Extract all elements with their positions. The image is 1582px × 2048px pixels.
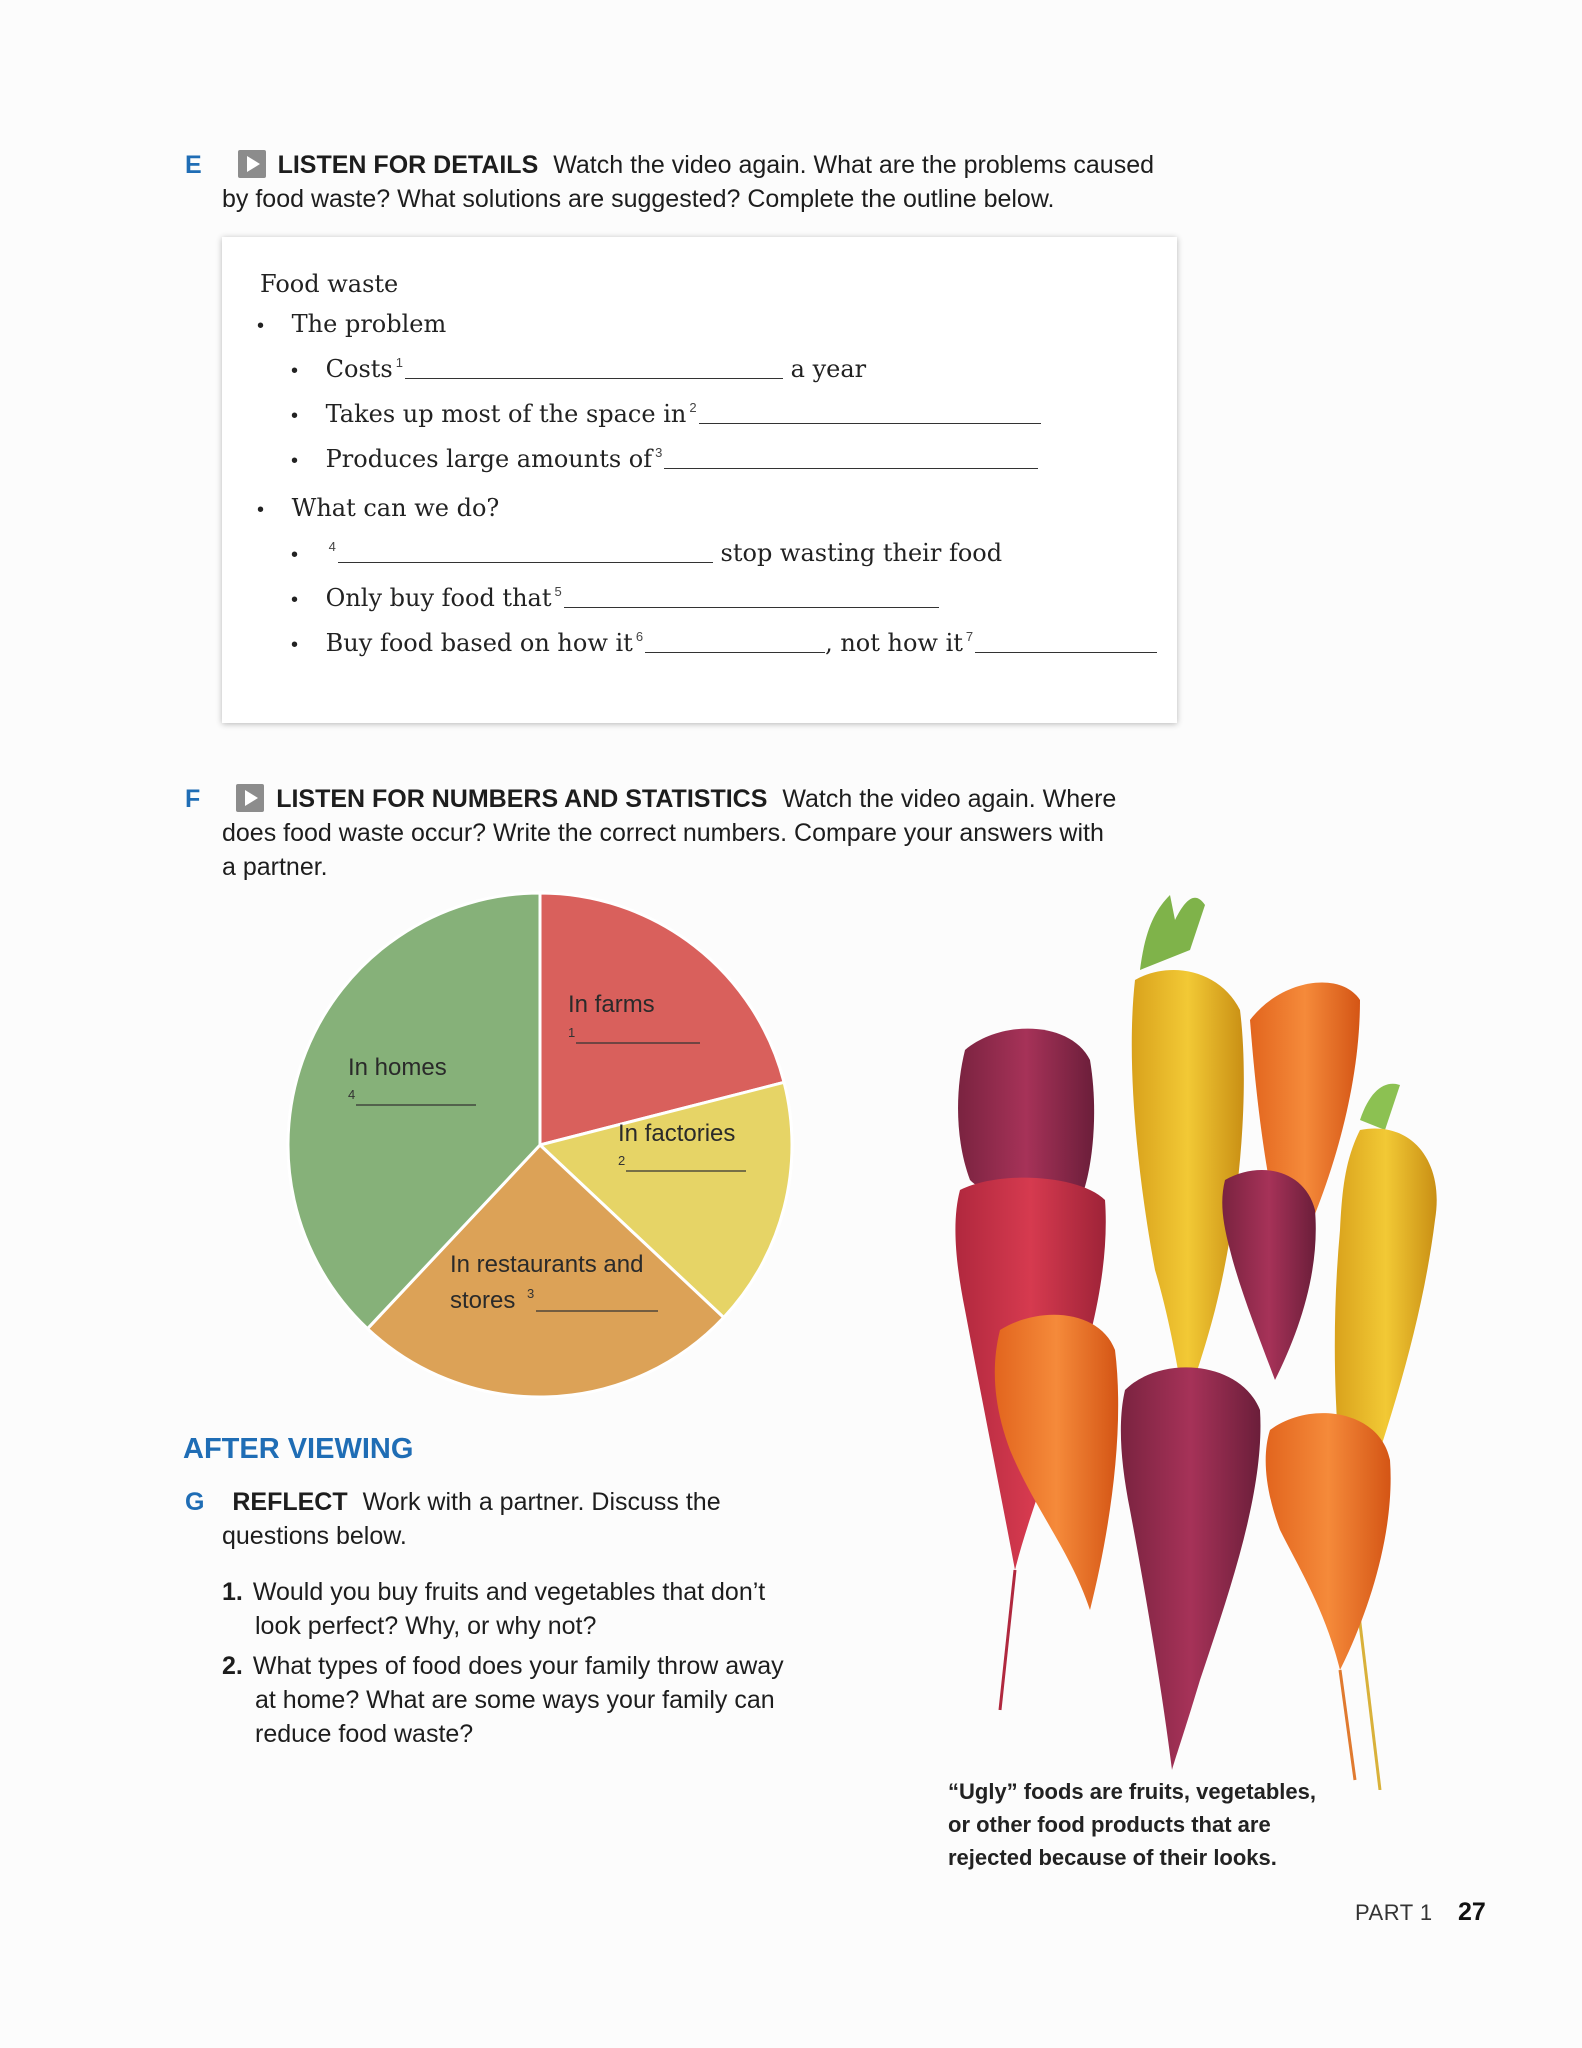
- section-f-heading: LISTEN FOR NUMBERS AND STATISTICS: [276, 785, 768, 813]
- purple-carrot: [1222, 1170, 1315, 1380]
- section-g-letter: G: [185, 1488, 205, 1516]
- section-g-text-line2: questions below.: [222, 1522, 407, 1550]
- purple-carrot: [1121, 1367, 1261, 1770]
- bullet-icon: •: [291, 360, 299, 382]
- answer-blank-6[interactable]: [645, 634, 825, 653]
- footer-part-label: PART 1: [1355, 1900, 1433, 1925]
- label-number-1: 1: [568, 1025, 576, 1040]
- section-f-text-line2: does food waste occur? Write the correct numbers. Compare your answers with: [222, 819, 1104, 847]
- after-viewing-heading: AFTER VIEWING: [183, 1433, 414, 1465]
- label-number-4: 4: [348, 1087, 356, 1102]
- outline-title: Food waste: [260, 270, 399, 298]
- answer-blank-1[interactable]: [405, 360, 783, 379]
- bullet-icon: •: [257, 499, 265, 521]
- section-e-text-line1: Watch the video again. What are the problems caused: [553, 151, 1154, 179]
- bullet-icon: •: [291, 450, 299, 472]
- label-number-2: 2: [618, 1153, 626, 1168]
- play-video-icon[interactable]: [238, 150, 266, 178]
- section-g-heading: REFLECT: [232, 1488, 348, 1516]
- bullet-icon: •: [291, 634, 299, 656]
- answer-blank-2[interactable]: [699, 405, 1041, 424]
- outline-item-2: • Takes up most of the space in $^2$: [291, 400, 1041, 428]
- orange-carrot: [1266, 1413, 1391, 1670]
- label-in-farms: In farms: [568, 991, 655, 1018]
- section-f-text-line1: Watch the video again. Where: [782, 785, 1117, 813]
- answer-blank-7[interactable]: [975, 634, 1157, 653]
- outline-item-3: • Produces large amounts of $^3$: [291, 445, 1038, 473]
- outline-item-6: • Buy food based on how it $^6$ , not how it $^7$: [291, 629, 1157, 657]
- section-e-letter: E: [185, 151, 202, 179]
- question-2: 2. What types of food does your family throw away at home? What are some ways your family can reduce food waste?: [222, 1652, 784, 1748]
- answer-blank-4[interactable]: [338, 544, 713, 563]
- label-in-factories: In factories: [618, 1120, 736, 1147]
- outline-item-4: • $^4$ stop wasting their food: [291, 539, 1003, 567]
- purple-carrot: [958, 1029, 1094, 1204]
- bullet-icon: •: [257, 315, 265, 337]
- bullet-icon: •: [291, 544, 299, 566]
- section-g-text-line1: Work with a partner. Discuss the: [362, 1488, 721, 1516]
- food-waste-pie-chart: [280, 885, 800, 1405]
- ugly-carrots-photo: [940, 890, 1500, 1790]
- section-f-instructions: [185, 782, 1235, 884]
- question-1: 1. Would you buy fruits and vegetables that don’t look perfect? Why, or why not?: [222, 1578, 766, 1640]
- photo-caption: “Ugly” foods are fruits, vegetables, or other food products that are rejected because of their looks.: [948, 1779, 1316, 1870]
- answer-blank-3[interactable]: [664, 450, 1038, 469]
- outline-item-5: • Only buy food that $^5$: [291, 584, 939, 612]
- play-video-icon[interactable]: [236, 784, 264, 812]
- page-number: 27: [1458, 1898, 1486, 1926]
- outline-item-1: • Costs $^1$ a year: [291, 355, 867, 383]
- bullet-icon: •: [291, 405, 299, 427]
- answer-blank-5[interactable]: [564, 589, 939, 608]
- section-g-instructions: [185, 1485, 825, 1553]
- label-stores: stores: [450, 1287, 516, 1314]
- carrot-greens: [1360, 1084, 1400, 1130]
- label-in-homes: In homes: [348, 1054, 447, 1081]
- section-f-letter: F: [185, 785, 201, 813]
- section-e-heading: LISTEN FOR DETAILS: [277, 151, 539, 179]
- section-f-text-line3: a partner.: [222, 853, 328, 881]
- label-number-3: 3: [527, 1286, 535, 1301]
- carrot-greens: [1140, 895, 1205, 970]
- outline-solution-heading: • What can we do?: [257, 494, 500, 522]
- bullet-icon: •: [291, 589, 299, 611]
- section-e-text-line2: by food waste? What solutions are suggested? Complete the outline below.: [222, 185, 1055, 213]
- label-in-restaurants: In restaurants and: [450, 1251, 644, 1278]
- section-e-instructions: [185, 148, 1235, 216]
- outline-problem-heading: • The problem: [257, 310, 447, 338]
